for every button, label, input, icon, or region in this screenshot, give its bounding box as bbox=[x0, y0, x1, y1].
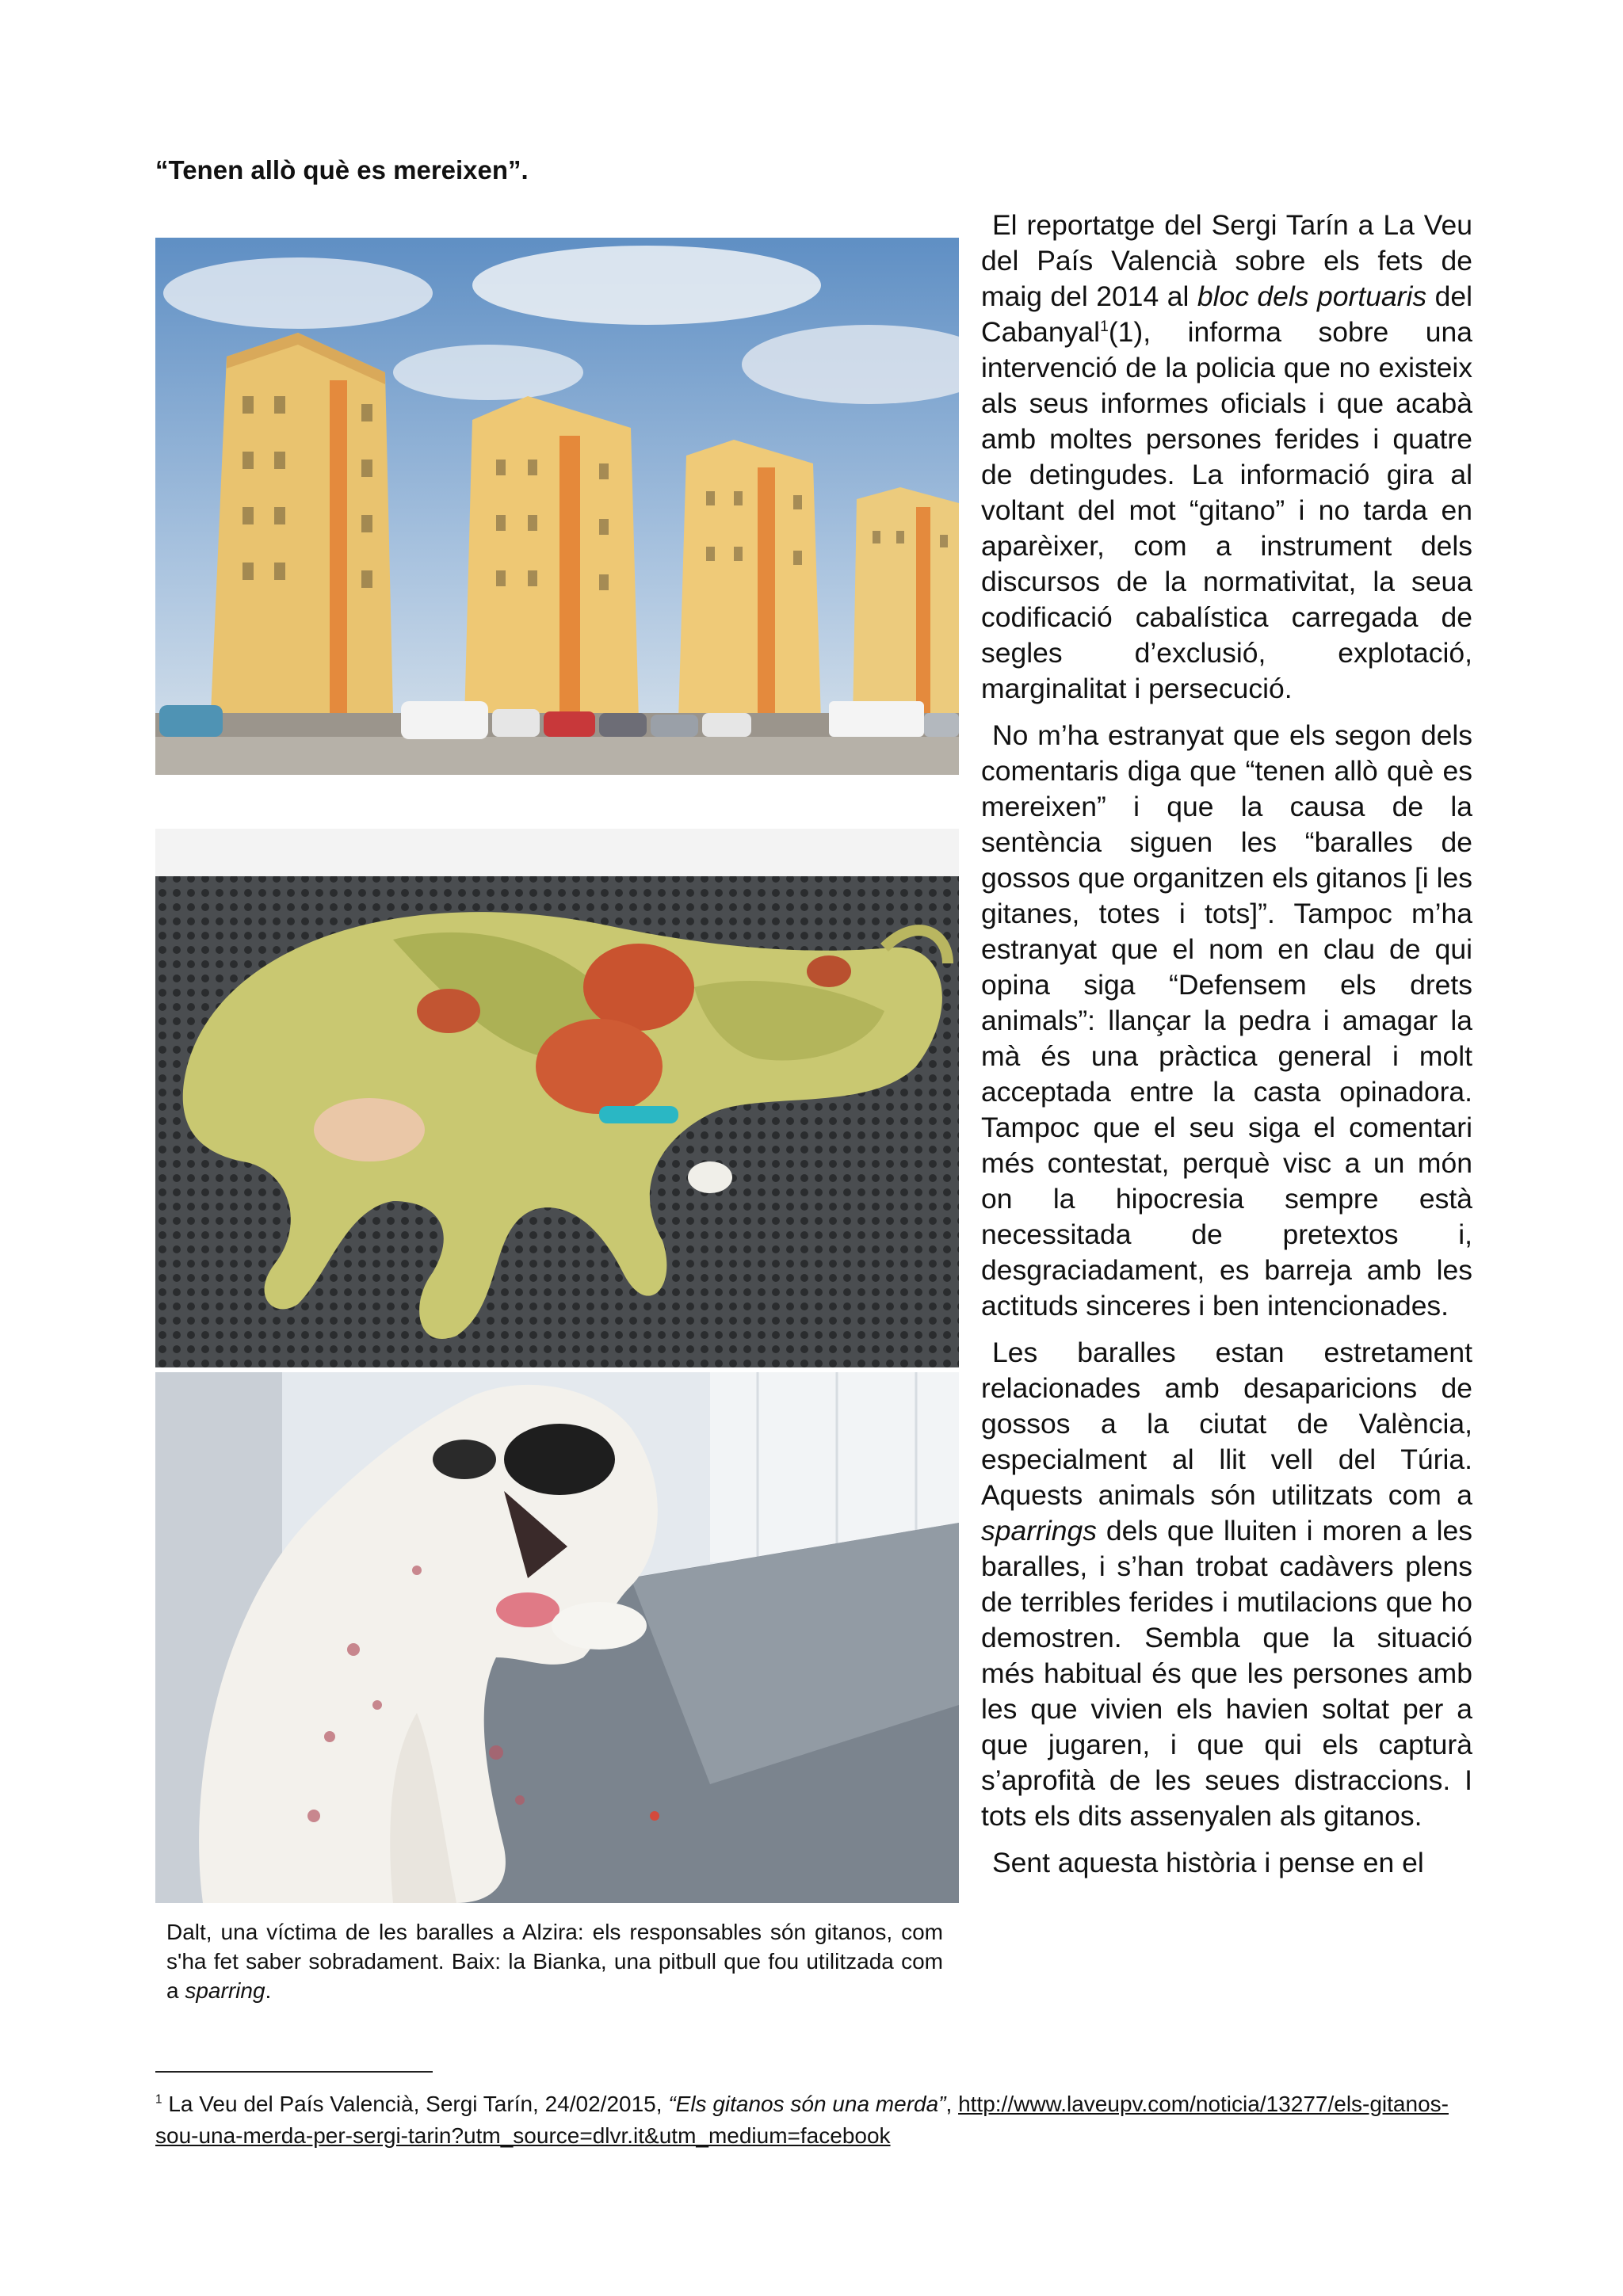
article-title: “Tenen allò què es mereixen”. bbox=[155, 155, 529, 185]
injured-dog-photo-alzira bbox=[155, 829, 959, 1367]
footnote bbox=[155, 2088, 1471, 2152]
p3-text-a: Les baralles estan estretament relacionades amb desaparicions de gossos a la ciutat de València, especialment al llit vell del Túria. Aquests animals són utilitzats com a bbox=[981, 1337, 1472, 1511]
p3-text-b: dels que lluiten i moren a les baralles, i s’han trobat cadàvers plens de terribles ferides i mutilacions que ho demostren. Sembla que la situació més habitual és que les persones amb les que vivien els havien soltat per a que jugaren, i que qui els capturà s’aprofità de les seues distraccions. I tots els dits assenyalen als gitanos. bbox=[981, 1515, 1472, 1832]
article-body bbox=[981, 208, 1472, 2054]
paragraph-2: No m’ha estranyat que els segon dels comentaris diga que “tenen allò què es mereixen” i que la causa de la sentència siguen les “baralles de gossos que organitzen els gitanos [i les gitanes, totes i tots]”. Tampoc m’ha estranyat que el nom en clau de qui opina siga “Defensem els drets animals”: llançar la pedra i amagar la mà és una pràctica general i molt acceptada entre la casta opinadora. Tampoc que el seu siga el comentari més contestat, perquè visc a un món on la hipocresia sempre està necessitada de pretextos i, desgraciadament, es barreja amb les actituds sinceres i ben intencionades. bbox=[981, 719, 1472, 1322]
p1-text-c: (1), informa sobre una intervenció de la policia que no existeix als seus informes oficials i que acabà amb moltes persones ferides i quatre de detingudes. La informació gira al voltant del mot “gitano” i no tarda en aparèixer, com a instrument dels discursos de la normativitat, la seua codificació cabalística carregada de segles d’exclusió, explotació, marginalitat i persecució. bbox=[981, 316, 1472, 704]
paragraph-1 bbox=[981, 208, 1472, 707]
footnote-ref[interactable]: 1 bbox=[1100, 318, 1109, 336]
p3-italic: sparrings bbox=[981, 1515, 1098, 1547]
footnote-text: La Veu del País Valencià, Sergi Tarín, 24/02/2015, bbox=[168, 2092, 669, 2116]
p1-text-a: El reportatge del Sergi Tarín a La Veu del País Valencià sobre els fets de maig del 2014 al bbox=[981, 209, 1472, 312]
bianka-pitbull-photo bbox=[155, 1372, 959, 1903]
buildings-photo bbox=[155, 238, 959, 775]
caption-italic: sparring bbox=[185, 1978, 265, 2003]
footnote-separator: , bbox=[945, 2092, 959, 2116]
footnote-number: 1 bbox=[155, 2092, 162, 2107]
paragraph-4: Sent aquesta història i pense en el bbox=[992, 1847, 1424, 1878]
footnote-divider bbox=[155, 2071, 433, 2073]
footnote-link[interactable]: http://www.laveupv.com/noticia/13277/els-gitanos-sou-una-merda-per-sergi-tarin?utm_source=dlvr.it&utm_medium=facebook bbox=[155, 2092, 1449, 2148]
photo-caption bbox=[166, 1917, 943, 2005]
footnote-italic-title: “Els gitanos són una merda” bbox=[668, 2092, 946, 2116]
p1-italic: bloc dels portuaris bbox=[1197, 280, 1427, 312]
paragraph-3 bbox=[981, 1335, 1472, 1834]
p1-text-b: del Cabanyal bbox=[981, 280, 1472, 348]
caption-text: Dalt, una víctima de les baralles a Alzira: els responsables són gitanos, com s'ha fet saber sobradament. Baix: la Bianka, una pitbull que fou utilitzada com a bbox=[166, 1920, 943, 2003]
caption-end: . bbox=[265, 1978, 272, 2003]
